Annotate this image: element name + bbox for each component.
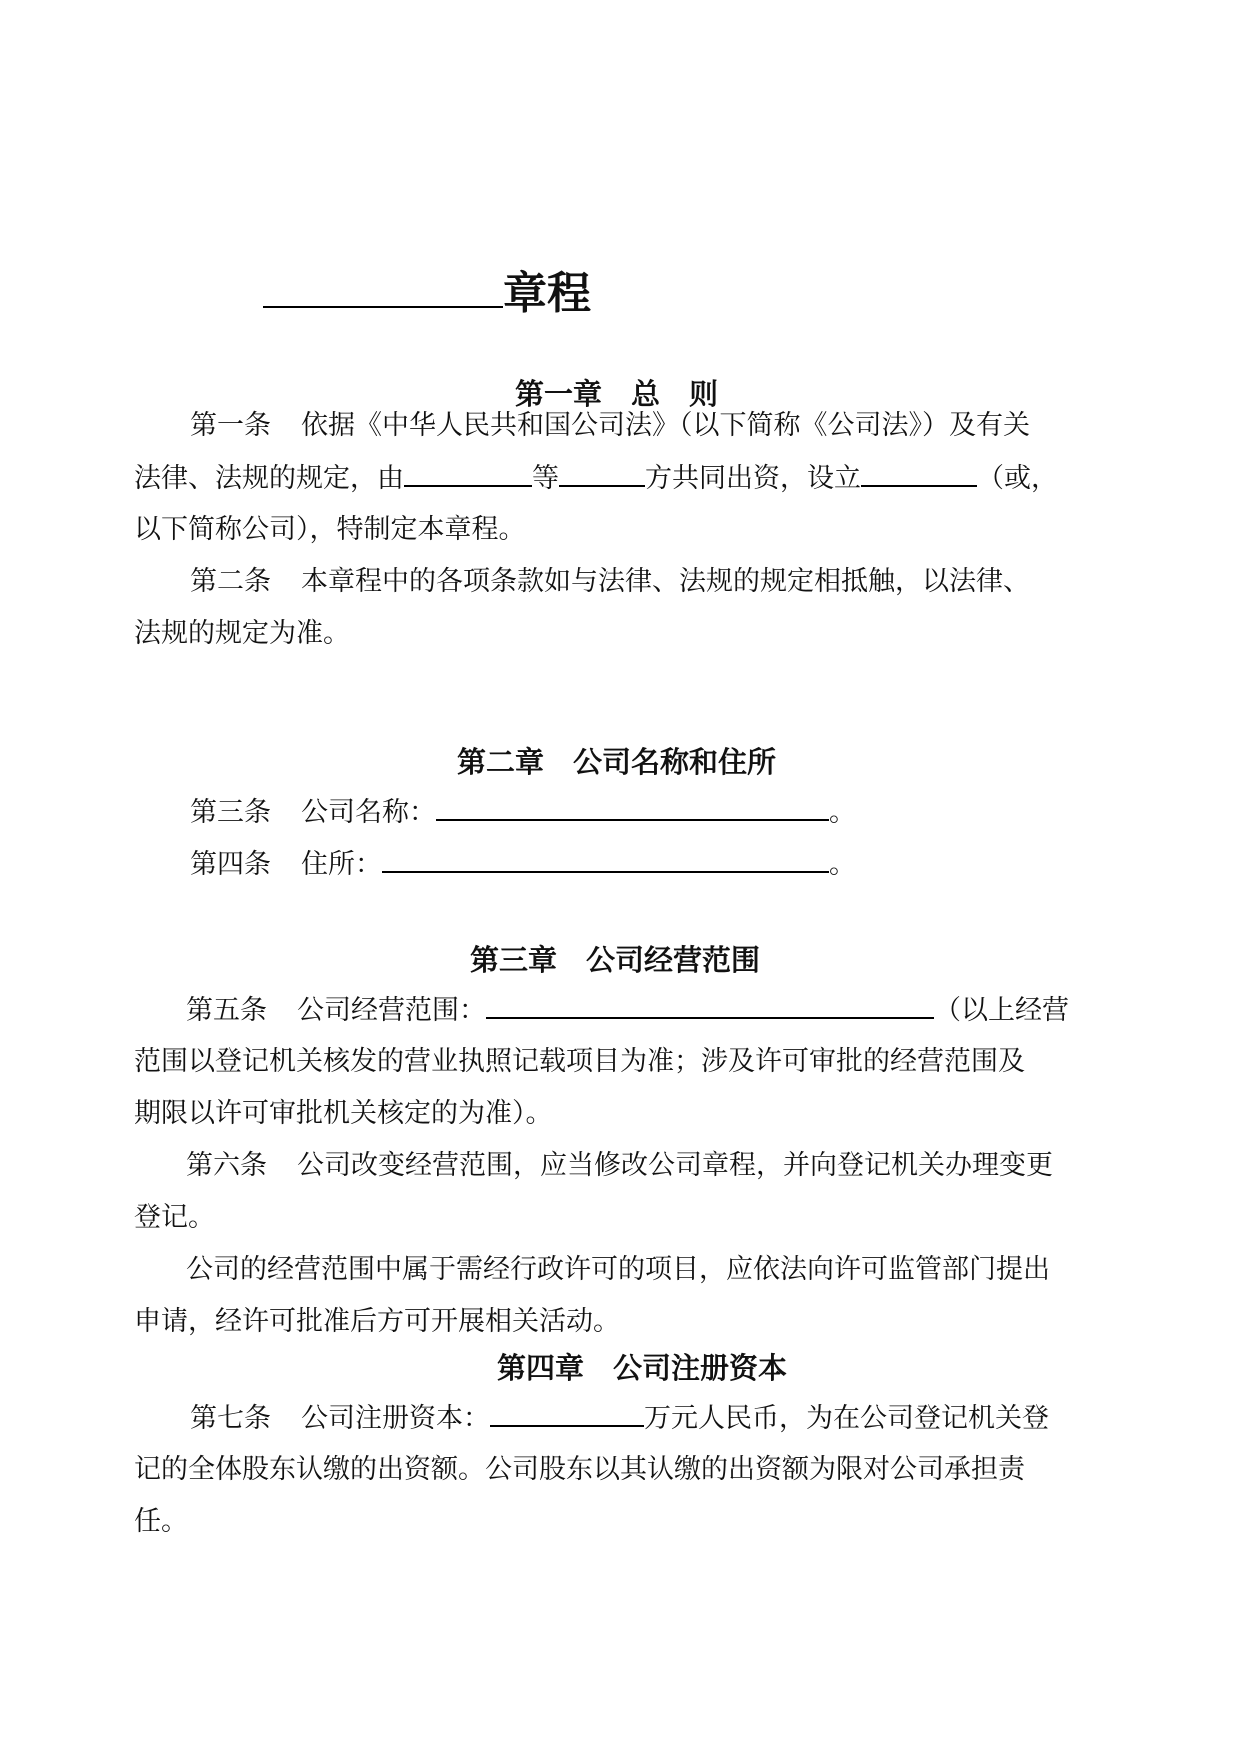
article-6-line-1 bbox=[186, 1146, 1053, 1186]
article-text: 公司经营范围： bbox=[297, 995, 486, 1026]
article-label: 第七条 bbox=[190, 1403, 271, 1434]
company-name-field[interactable] bbox=[436, 792, 829, 821]
article-7-line-1 bbox=[190, 1398, 1049, 1439]
article-text: 。 bbox=[829, 849, 856, 880]
article-label: 第六条 bbox=[186, 1150, 267, 1181]
article-text: 公司名称： bbox=[301, 797, 436, 828]
article-label: 第三条 bbox=[190, 797, 271, 828]
article-6-line-2: 登记。 bbox=[134, 1202, 215, 1233]
article-label: 第四条 bbox=[190, 849, 271, 880]
article-1-line-2 bbox=[134, 458, 1058, 499]
chapter-4-heading: 第四章 公司注册资本 bbox=[497, 1351, 788, 1385]
article-label: 第一条 bbox=[190, 410, 271, 441]
article-text: 等 bbox=[532, 463, 559, 494]
title-suffix: 章程 bbox=[503, 268, 591, 319]
chapter-3-heading: 第三章 公司经营范围 bbox=[470, 943, 761, 977]
article-text: 住所： bbox=[301, 849, 382, 880]
article-5-line-1 bbox=[186, 990, 1069, 1031]
chapter-2-heading: 第二章 公司名称和住所 bbox=[457, 745, 777, 779]
article-text: 方共同出资，设立 bbox=[645, 463, 861, 494]
document-title bbox=[263, 262, 591, 324]
article-2-line-1 bbox=[190, 562, 1030, 602]
article-label: 第五条 bbox=[186, 995, 267, 1026]
article-text: 法律、法规的规定，由 bbox=[134, 463, 404, 494]
article-text: 公司改变经营范围，应当修改公司章程，并向登记机关办理变更 bbox=[297, 1150, 1053, 1181]
article-5-line-2: 范围以登记机关核发的营业执照记载项目为准；涉及许可审批的经营范围及 bbox=[134, 1046, 1025, 1077]
article-6-para-2-line-2: 申请，经许可批准后方可开展相关活动。 bbox=[134, 1306, 620, 1337]
article-4 bbox=[190, 844, 856, 885]
article-text: 公司注册资本： bbox=[301, 1403, 490, 1434]
founder-blank[interactable] bbox=[404, 458, 532, 487]
article-text: 本章程中的各项条款如与法律、法规的规定相抵触，以法律、 bbox=[301, 566, 1030, 597]
article-7-line-3: 任。 bbox=[134, 1506, 188, 1537]
article-label: 第二条 bbox=[190, 566, 271, 597]
company-name-blank[interactable] bbox=[263, 262, 503, 308]
party-count-blank[interactable] bbox=[559, 458, 645, 487]
article-6-para-2-line-1: 公司的经营范围中属于需经行政许可的项目，应依法向许可监管部门提出 bbox=[186, 1254, 1050, 1285]
company-blank[interactable] bbox=[861, 458, 977, 487]
article-5-line-3: 期限以许可审批机关核定的为准）。 bbox=[134, 1098, 553, 1129]
article-text: 万元人民币，为在公司登记机关登 bbox=[644, 1403, 1049, 1434]
registered-capital-field[interactable] bbox=[490, 1398, 644, 1427]
article-text: 。 bbox=[829, 797, 856, 828]
article-2-line-2: 法规的规定为准。 bbox=[134, 618, 350, 649]
article-text: （以上经营 bbox=[934, 995, 1069, 1026]
address-field[interactable] bbox=[382, 844, 829, 873]
article-1-line-1 bbox=[190, 406, 1030, 446]
article-7-line-2: 记的全体股东认缴的出资额。公司股东以其认缴的出资额为限对公司承担责 bbox=[134, 1454, 1025, 1485]
chapter-1-heading: 第一章 总 则 bbox=[515, 377, 719, 411]
business-scope-field[interactable] bbox=[486, 990, 934, 1019]
article-text: （或， bbox=[977, 463, 1058, 494]
article-1-line-3: 以下简称公司），特制定本章程。 bbox=[134, 514, 526, 545]
article-3 bbox=[190, 792, 856, 833]
article-text: 依据《中华人民共和国公司法》（以下简称《公司法》）及有关 bbox=[301, 410, 1030, 441]
